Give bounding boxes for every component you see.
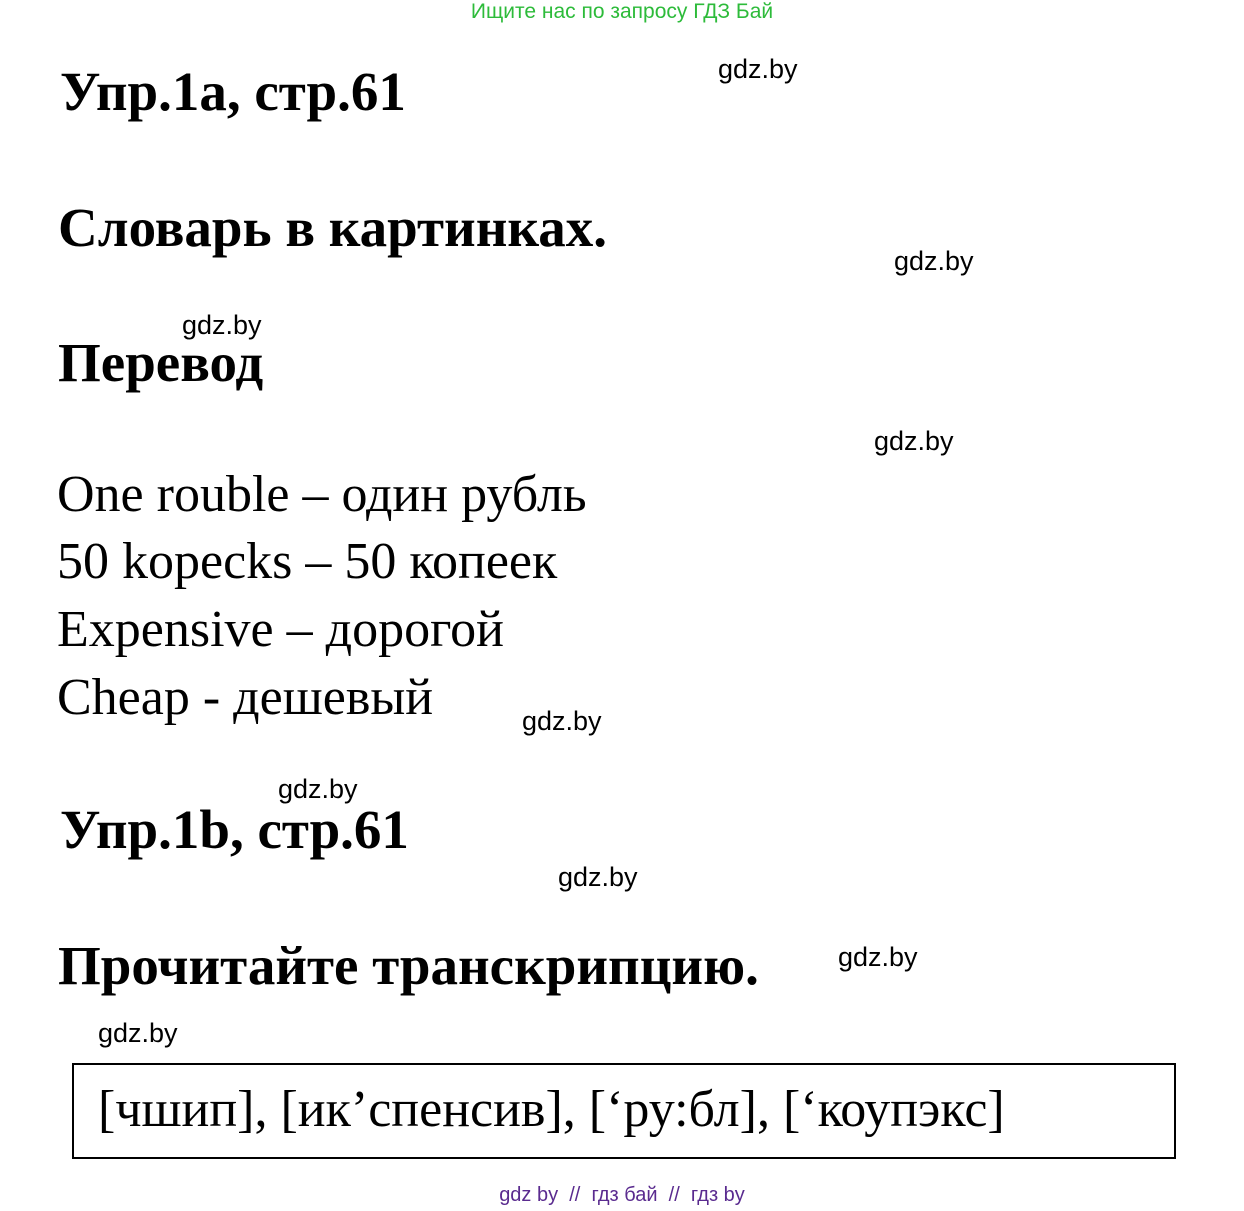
dictionary-heading: Словарь в картинках. bbox=[58, 197, 608, 258]
footer-links: gdz by // гдз бай // гдз by bbox=[499, 1184, 745, 1206]
watermark: gdz.by bbox=[838, 942, 918, 972]
watermark: gdz.by bbox=[182, 310, 262, 340]
read-transcription-heading: Прочитайте транскрипцию. bbox=[58, 935, 759, 996]
watermark: gdz.by bbox=[98, 1018, 178, 1048]
translation-heading: Перевод bbox=[58, 332, 264, 393]
exercise-1a-heading: Упр.1a, стр.61 bbox=[60, 61, 406, 122]
transcription-box bbox=[72, 1063, 1176, 1159]
vocab-line: Cheap - дешевый bbox=[57, 669, 434, 726]
watermark: gdz.by bbox=[894, 246, 974, 276]
transcription-text: [чшип], [ик’спенсив], [‘ру:бл], [‘коупэкс] bbox=[98, 1081, 1005, 1138]
search-hint-banner: Ищите нас по запросу ГДЗ Бай bbox=[470, 0, 774, 23]
watermark: gdz.by bbox=[522, 706, 602, 736]
watermark: gdz.by bbox=[278, 774, 358, 804]
vocab-line: 50 kopecks – 50 копеек bbox=[57, 533, 558, 590]
watermark: gdz.by bbox=[558, 862, 638, 892]
vocab-line: Expensive – дорогой bbox=[57, 601, 504, 658]
watermark: gdz.by bbox=[718, 54, 798, 84]
watermark: gdz.by bbox=[874, 426, 954, 456]
exercise-1b-heading: Упр.1b, стр.61 bbox=[60, 799, 409, 860]
vocab-line: One rouble – один рубль bbox=[57, 466, 587, 523]
